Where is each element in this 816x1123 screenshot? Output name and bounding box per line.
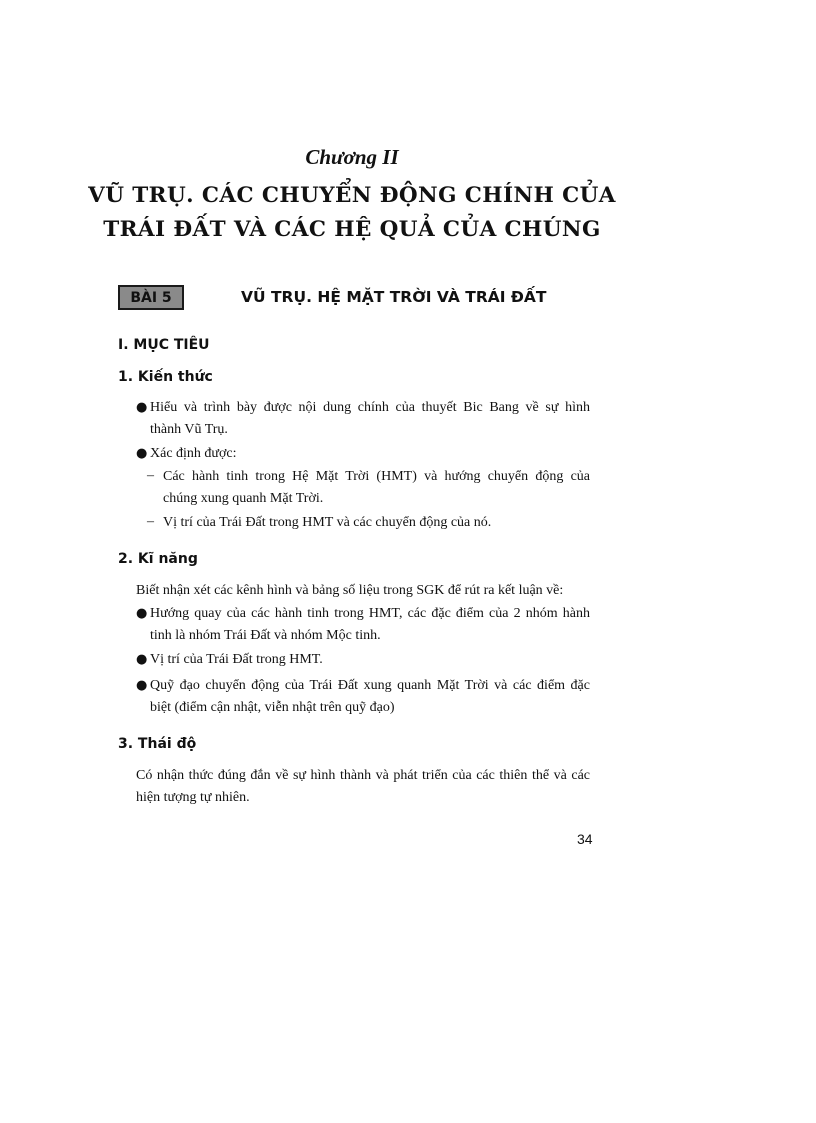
chapter-title-line-2: TRÁI ĐẤT VÀ CÁC HỆ QUẢ CỦA CHÚNG [103,217,601,242]
bullet-icon: ● [136,652,148,667]
bullet-icon: ● [136,678,148,693]
subheading-skills: 2. Kĩ năng [118,551,198,567]
subheading-knowledge: 1. Kiến thức [118,369,213,385]
dash-icon: – [147,468,154,483]
skills-bullet-3-line-1: Quỹ đạo chuyển động của Trái Đất xung quanh Mặt Trời và các điểm đặc [150,678,590,693]
attitude-line-2: hiện tượng tự nhiên. [136,790,250,805]
skills-bullet-1-line-2: tinh là nhóm Trái Đất và nhóm Mộc tinh. [150,628,381,643]
lesson-title: VŨ TRỤ. HỆ MẶT TRỜI VÀ TRÁI ĐẤT [241,288,547,306]
chapter-title-line-1: VŨ TRỤ. CÁC CHUYỂN ĐỘNG CHÍNH CỦA [88,183,616,208]
attitude-line-1: Có nhận thức đúng đắn về sự hình thành và phát triển của các thiên thể và các [136,768,590,783]
bullet-icon: ● [136,400,148,415]
dash-icon: – [147,514,154,529]
lesson-badge: BÀI 5 [118,285,184,310]
bullet-icon: ● [136,606,148,621]
skills-bullet-3-line-2: biệt (điểm cận nhật, viễn nhật trên quỹ đạo) [150,700,395,715]
page-number: 34 [577,831,593,847]
knowledge-dash-2: Vị trí của Trái Đất trong HMT và các chuyển động của nó. [163,515,492,530]
skills-intro: Biết nhận xét các kênh hình và bảng số liệu trong SGK để rút ra kết luận về: [136,583,564,598]
bullet-icon: ● [136,446,148,461]
chapter-label: Chương II [305,145,399,169]
knowledge-bullet-1-line-1: Hiểu và trình bày được nội dung chính của thuyết Bic Bang về sự hình [150,400,590,415]
knowledge-bullet-2: Xác định được: [150,446,237,461]
subheading-attitude: 3. Thái độ [118,736,197,752]
knowledge-dash-1-line-2: chúng xung quanh Mặt Trời. [163,491,324,506]
knowledge-bullet-1-line-2: thành Vũ Trụ. [150,422,228,437]
knowledge-dash-1-line-1: Các hành tinh trong Hệ Mặt Trời (HMT) và hướng chuyển động của [163,469,590,484]
skills-bullet-1-line-1: Hướng quay của các hành tinh trong HMT, các đặc điểm của 2 nhóm hành [150,606,590,621]
skills-bullet-2: Vị trí của Trái Đất trong HMT. [150,652,323,667]
section-heading-objectives: I. MỤC TIÊU [118,337,210,353]
